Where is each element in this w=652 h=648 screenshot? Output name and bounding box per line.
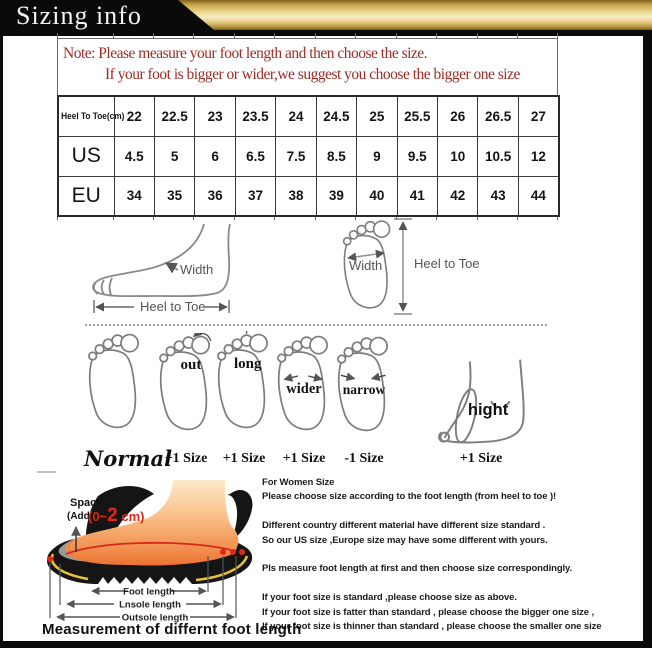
frame-bottom xyxy=(0,641,652,648)
info-line: So our US size ,Europe size may have some different with yours. xyxy=(262,534,548,546)
size-cell: 26.5 xyxy=(478,96,518,136)
space-label-line1: Space xyxy=(70,497,103,509)
size-row-label: US xyxy=(58,136,114,176)
size-cell: 10.5 xyxy=(478,136,518,176)
size-cell: 22.5 xyxy=(154,96,194,136)
size-cell: 39 xyxy=(316,176,356,216)
foot-type-narrow xyxy=(333,329,395,467)
size-table-row xyxy=(58,136,559,176)
info-line: Please choose size according to the foot length (from heel to toe )! xyxy=(262,491,557,503)
foot-shape-label: wider xyxy=(286,381,322,397)
size-cell: 12 xyxy=(518,136,558,176)
foot-type-size: +1 Size xyxy=(282,451,326,466)
info-line: For Women Size xyxy=(262,477,335,488)
size-cell: 27 xyxy=(518,96,558,136)
size-cell: 7.5 xyxy=(276,136,316,176)
foot-type-wider xyxy=(273,329,335,467)
size-cell: 35 xyxy=(154,176,194,216)
size-cell: 44 xyxy=(518,176,558,216)
diagram-caption: Measurement of differnt foot length xyxy=(42,621,302,638)
size-cell: 26 xyxy=(438,96,478,136)
foot-type-size: +1 Size xyxy=(222,451,266,466)
side-width-label: Width xyxy=(180,262,214,277)
size-table-row xyxy=(58,96,559,136)
sole-foot-measure-diagram xyxy=(336,216,501,318)
foot-type-size: +1 Size xyxy=(459,451,503,466)
size-cell: 10 xyxy=(438,136,478,176)
size-cell: 9.5 xyxy=(397,136,437,176)
size-table-row xyxy=(58,176,559,216)
size-cell: 9 xyxy=(357,136,397,176)
size-cell: 43 xyxy=(478,176,518,216)
size-cell: 6 xyxy=(195,136,235,176)
size-cell: 6.5 xyxy=(235,136,275,176)
size-cell: 25 xyxy=(357,96,397,136)
frame-left xyxy=(0,36,3,648)
info-line: If your foot size is standard ,please choose size as above. xyxy=(262,592,517,604)
note-line2: If your foot is bigger or wider,we suggest you choose the bigger one size xyxy=(105,66,520,83)
size-cell: 4.5 xyxy=(114,136,154,176)
note-line1: Note: Please measure your foot length and then choose the size. xyxy=(63,45,428,62)
size-cell: 34 xyxy=(114,176,154,216)
size-cell: 36 xyxy=(195,176,235,216)
info-line-spacer xyxy=(262,578,612,592)
shoe-cutaway-diagram xyxy=(40,472,275,624)
size-cell: 41 xyxy=(397,176,437,216)
size-cell: 23 xyxy=(195,96,235,136)
size-row-label: EU xyxy=(58,176,114,216)
size-row-label: Heel To Toe(cm) xyxy=(60,96,112,136)
foot-type-size: Normal xyxy=(84,446,173,471)
space-label-line2: (Add xyxy=(67,511,90,522)
foot-shape-label: narrow xyxy=(342,382,386,397)
long-foot-icon xyxy=(214,331,274,435)
foot-type-out xyxy=(155,329,217,467)
insole-length-label: Lnsole length xyxy=(119,599,181,611)
space-gap-value: (0~2 cm) xyxy=(88,505,145,526)
foot-type-normal xyxy=(84,329,173,471)
size-cell: 24.5 xyxy=(316,96,356,136)
size-cell: 37 xyxy=(235,176,275,216)
size-cell: 42 xyxy=(438,176,478,216)
size-cell: 38 xyxy=(276,176,316,216)
side-length-label: Heel to Toe xyxy=(140,299,206,314)
top-width-label: Width xyxy=(349,258,383,273)
info-text-block xyxy=(262,477,612,635)
size-cell: 40 xyxy=(357,176,397,216)
info-line: Different country different material have different size standard . xyxy=(262,520,546,532)
foot-type-long xyxy=(213,329,275,467)
info-line: Pls measure foot length at first and then choose size correspondingly. xyxy=(262,563,573,575)
outsole-length-label: Outsole length xyxy=(121,612,189,624)
size-cell: 5 xyxy=(154,136,194,176)
info-line: If your foot size is thinner than standard , please choose the smaller one size xyxy=(262,620,602,632)
size-cell: 22 xyxy=(114,96,154,136)
info-line-spacer xyxy=(262,506,612,520)
page-title: Sizing info xyxy=(16,1,142,30)
info-line-spacer xyxy=(262,549,612,563)
out-foot-icon xyxy=(156,333,216,437)
size-conversion-table xyxy=(57,95,560,217)
foot-shape-label: long xyxy=(233,356,262,372)
side-foot-measure-diagram xyxy=(82,220,262,316)
foot-length-label: Foot length xyxy=(123,586,175,598)
size-cell: 23.5 xyxy=(235,96,275,136)
foot-shape-label: hight xyxy=(467,401,509,419)
top-length-label: Heel to Toe xyxy=(414,256,480,271)
size-cell: 8.5 xyxy=(316,136,356,176)
foot-shape-label: out xyxy=(180,357,202,373)
gold-ribbon-decor xyxy=(178,0,652,30)
frame-right xyxy=(643,30,652,648)
size-cell: 25.5 xyxy=(397,96,437,136)
foot-type-size: -1 Size xyxy=(344,451,384,466)
size-cell: 24 xyxy=(276,96,316,136)
note-box xyxy=(57,38,558,96)
normal-foot-icon xyxy=(85,331,145,435)
dotted-separator xyxy=(85,324,547,326)
header-bar xyxy=(0,0,652,36)
foot-type-size: +1 Size xyxy=(164,451,208,466)
info-line: If your foot size is fatter than standard , please choose the bigger one size , xyxy=(262,606,595,618)
foot-type-hight xyxy=(437,329,553,467)
